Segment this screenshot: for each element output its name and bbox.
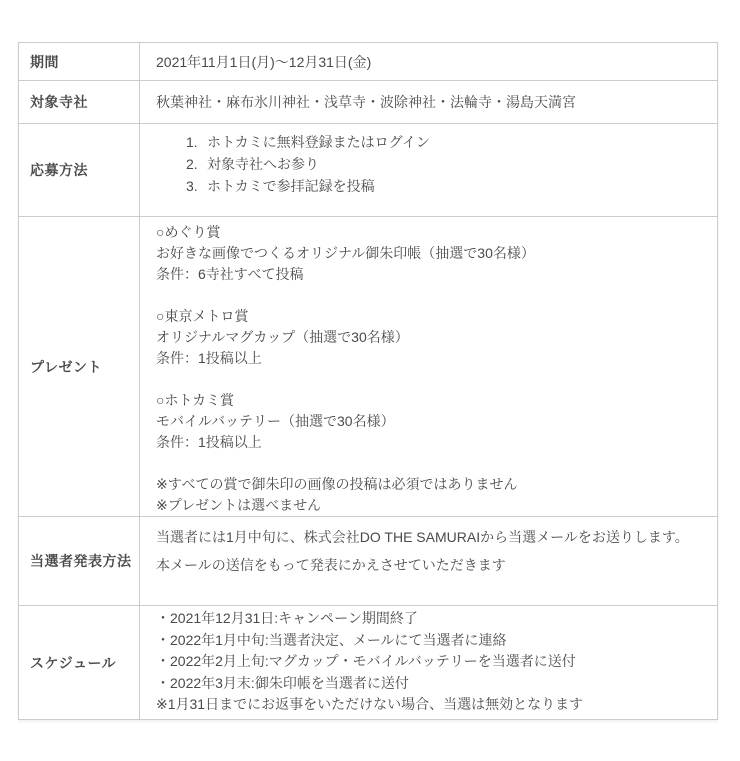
entry-step-1 — [186, 131, 701, 153]
prize-meguri-item: お好きな画像でつくるオリジナル御朱印帳（抽選で30名様） — [156, 245, 535, 261]
table-row-target-shrines — [19, 81, 717, 124]
prize-hotokami-condition: 条件：1投稿以上 — [156, 434, 262, 450]
schedule-cell — [140, 606, 717, 719]
winner-announcement-line-2: 本メールの送信をもって発表にかえさせていただきます — [156, 557, 506, 573]
prize-tokyo-metro — [156, 306, 701, 369]
entry-method-cell — [140, 124, 717, 216]
prize-note-2: ※プレゼントは選べません — [156, 497, 322, 513]
entry-step-3-number: 3. — [186, 178, 198, 194]
prize-tokyo-metro-item: オリジナルマグカップ（抽選で30名様） — [156, 329, 409, 345]
presents-cell — [140, 217, 717, 516]
row-header-period: 期間 — [19, 43, 140, 80]
prize-tokyo-metro-title: ○東京メトロ賞 — [156, 308, 249, 324]
prize-tokyo-metro-condition: 条件：1投稿以上 — [156, 350, 262, 366]
table-row-schedule — [19, 606, 717, 719]
schedule-line-5: ※1月31日までにお返事をいただけない場合、当選は無効となります — [156, 696, 584, 712]
entry-step-2 — [186, 153, 701, 175]
target-shrines-cell — [140, 81, 717, 123]
entry-step-3 — [186, 175, 701, 197]
prize-hotokami-title: ○ホトカミ賞 — [156, 392, 235, 408]
row-header-presents: プレゼント — [19, 217, 140, 516]
entry-step-3-text: ホトカミで参拝記録を投稿 — [207, 178, 375, 194]
schedule-line-4: ・2022年3月末:御朱印帳を当選者に送付 — [156, 674, 409, 691]
row-header-schedule: スケジュール — [19, 606, 140, 719]
winner-announcement-cell — [140, 517, 717, 605]
target-shrines-value: 秋葉神社・麻布氷川神社・浅草寺・波除神社・法輪寺・湯島天満宮 — [156, 94, 576, 110]
prize-note-1: ※すべての賞で御朱印の画像の投稿は必須ではありません — [156, 476, 518, 492]
period-cell — [140, 43, 717, 80]
schedule-line-2: ・2022年1月中旬:当選者決定、メールにて当選者に連絡 — [156, 631, 507, 648]
prize-hotokami — [156, 390, 701, 453]
schedule-line-1: ・2021年12月31日:キャンペーン期間終了 — [156, 610, 418, 626]
campaign-info-table — [18, 42, 718, 720]
entry-step-2-number: 2. — [186, 156, 198, 172]
entry-step-1-number: 1. — [186, 134, 198, 150]
table-row-period — [19, 43, 717, 81]
winner-announcement-line-1: 当選者には1月中旬に、株式会社DO THE SAMURAIから当選メールをお送りします。 — [156, 529, 689, 545]
entry-step-2-text: 対象寺社へお参り — [207, 156, 319, 172]
prize-meguri-title: ○めぐり賞 — [156, 224, 221, 240]
row-header-target-shrines: 対象寺社 — [19, 81, 140, 123]
entry-step-1-text: ホトカミに無料登録またはログイン — [207, 134, 430, 150]
prize-notes — [156, 474, 701, 516]
table-row-entry-method — [19, 124, 717, 217]
period-value: 2021年11月1日(月)～12月31日(金) — [156, 53, 372, 70]
row-header-winner-announcement: 当選者発表方法 — [19, 517, 140, 605]
prize-meguri — [156, 222, 701, 285]
table-row-presents — [19, 217, 717, 517]
prize-hotokami-item: モバイルバッテリー（抽選で30名様） — [156, 413, 395, 429]
row-header-entry-method: 応募方法 — [19, 124, 140, 216]
schedule-line-3: ・2022年2月上旬:マグカップ・モバイルバッテリーを当選者に送付 — [156, 653, 576, 669]
prize-meguri-condition: 条件：6寺社すべて投稿 — [156, 266, 304, 282]
table-row-winner-announcement — [19, 517, 717, 606]
